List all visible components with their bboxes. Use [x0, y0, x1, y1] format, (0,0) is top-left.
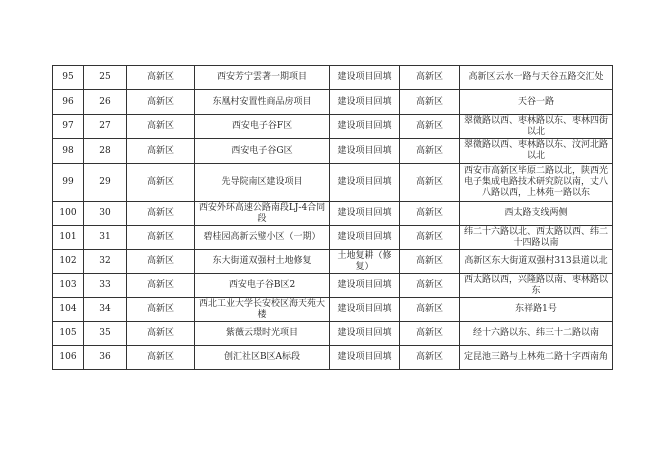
cell-district: 高新区 [127, 226, 195, 250]
cell-seq: 102 [53, 250, 84, 274]
cell-project-type: 建设项目回填 [330, 66, 400, 90]
cell-district: 高新区 [127, 250, 195, 274]
cell-district: 高新区 [127, 164, 195, 202]
table-row [53, 274, 613, 298]
cell-project-name: 碧桂园高新云璧小区（一期） [195, 226, 330, 250]
cell-area: 高新区 [400, 66, 460, 90]
cell-area: 高新区 [400, 298, 460, 322]
cell-district: 高新区 [127, 90, 195, 115]
cell-location: 西太路支线两侧 [460, 202, 613, 226]
cell-project-name: 东凰村安置性商品房项目 [195, 90, 330, 115]
cell-sub-seq: 26 [84, 90, 127, 115]
cell-location: 经十六路以东、纬三十二路以南 [460, 322, 613, 346]
cell-project-name: 创汇社区B区A标段 [195, 346, 330, 370]
cell-project-name: 先导院南区建设项目 [195, 164, 330, 202]
cell-seq: 106 [53, 346, 84, 370]
table-body [53, 66, 613, 370]
cell-seq: 98 [53, 139, 84, 164]
cell-sub-seq: 30 [84, 202, 127, 226]
cell-project-name: 西安电子谷G区 [195, 139, 330, 164]
cell-location: 东祥路1号 [460, 298, 613, 322]
cell-project-name: 西北工业大学长安校区海天苑大楼 [195, 298, 330, 322]
cell-project-type: 建设项目回填 [330, 202, 400, 226]
cell-project-type: 建设项目回填 [330, 298, 400, 322]
cell-seq: 101 [53, 226, 84, 250]
cell-area: 高新区 [400, 322, 460, 346]
cell-area: 高新区 [400, 250, 460, 274]
cell-sub-seq: 35 [84, 322, 127, 346]
cell-district: 高新区 [127, 346, 195, 370]
cell-project-type: 建设项目回填 [330, 226, 400, 250]
cell-sub-seq: 28 [84, 139, 127, 164]
cell-area: 高新区 [400, 164, 460, 202]
cell-seq: 100 [53, 202, 84, 226]
cell-sub-seq: 36 [84, 346, 127, 370]
table-row [53, 115, 613, 139]
cell-project-type: 建设项目回填 [330, 164, 400, 202]
cell-seq: 96 [53, 90, 84, 115]
table-row [53, 66, 613, 90]
table-row [53, 298, 613, 322]
cell-location: 高新区东大街道双强村313县道以北 [460, 250, 613, 274]
cell-seq: 97 [53, 115, 84, 139]
cell-project-type: 建设项目回填 [330, 322, 400, 346]
cell-location: 翠微路以西、枣林路以东、汶河北路以北 [460, 139, 613, 164]
cell-project-name: 东大街道双强村土地修复 [195, 250, 330, 274]
cell-area: 高新区 [400, 346, 460, 370]
cell-location: 高新区云水一路与天谷五路交汇处 [460, 66, 613, 90]
cell-sub-seq: 29 [84, 164, 127, 202]
cell-location: 定昆池三路与上林苑二路十字西南角 [460, 346, 613, 370]
cell-area: 高新区 [400, 274, 460, 298]
cell-seq: 99 [53, 164, 84, 202]
cell-sub-seq: 31 [84, 226, 127, 250]
cell-district: 高新区 [127, 322, 195, 346]
table-row [53, 164, 613, 202]
cell-sub-seq: 25 [84, 66, 127, 90]
cell-seq: 95 [53, 66, 84, 90]
cell-area: 高新区 [400, 90, 460, 115]
cell-district: 高新区 [127, 115, 195, 139]
cell-district: 高新区 [127, 298, 195, 322]
cell-project-type: 建设项目回填 [330, 139, 400, 164]
table-row [53, 322, 613, 346]
cell-district: 高新区 [127, 139, 195, 164]
cell-location: 天谷一路 [460, 90, 613, 115]
cell-area: 高新区 [400, 226, 460, 250]
project-table [52, 65, 613, 370]
cell-project-type: 土地复耕（修复） [330, 250, 400, 274]
cell-project-name: 紫薇云璟时光项目 [195, 322, 330, 346]
cell-sub-seq: 32 [84, 250, 127, 274]
table-row [53, 139, 613, 164]
cell-sub-seq: 33 [84, 274, 127, 298]
cell-project-name: 西安电子谷B区2 [195, 274, 330, 298]
cell-project-type: 建设项目回填 [330, 115, 400, 139]
cell-area: 高新区 [400, 202, 460, 226]
cell-area: 高新区 [400, 115, 460, 139]
table-row [53, 226, 613, 250]
cell-project-name: 西安电子谷F区 [195, 115, 330, 139]
cell-district: 高新区 [127, 66, 195, 90]
cell-project-name: 西安外环高速公路南段LJ-4合同段 [195, 202, 330, 226]
cell-district: 高新区 [127, 202, 195, 226]
cell-location: 西安市高新区毕原二路以北，陕西光电子集成电路技术研究院以南，丈八八路以西，上林苑一路以东 [460, 164, 613, 202]
cell-sub-seq: 27 [84, 115, 127, 139]
cell-sub-seq: 34 [84, 298, 127, 322]
cell-area: 高新区 [400, 139, 460, 164]
table-row [53, 90, 613, 115]
cell-project-name: 西安芳宁雲著一期项目 [195, 66, 330, 90]
cell-project-type: 建设项目回填 [330, 274, 400, 298]
cell-seq: 103 [53, 274, 84, 298]
cell-project-type: 建设项目回填 [330, 90, 400, 115]
cell-seq: 105 [53, 322, 84, 346]
cell-location: 翠微路以西、枣林路以东、枣林四街以北 [460, 115, 613, 139]
cell-location: 纬二十六路以北、西太路以西、纬二十四路以南 [460, 226, 613, 250]
cell-project-type: 建设项目回填 [330, 346, 400, 370]
cell-district: 高新区 [127, 274, 195, 298]
cell-location: 西太路以西，兴隆路以南、枣林路以东 [460, 274, 613, 298]
table-row [53, 250, 613, 274]
table-row [53, 202, 613, 226]
cell-seq: 104 [53, 298, 84, 322]
table-row [53, 346, 613, 370]
